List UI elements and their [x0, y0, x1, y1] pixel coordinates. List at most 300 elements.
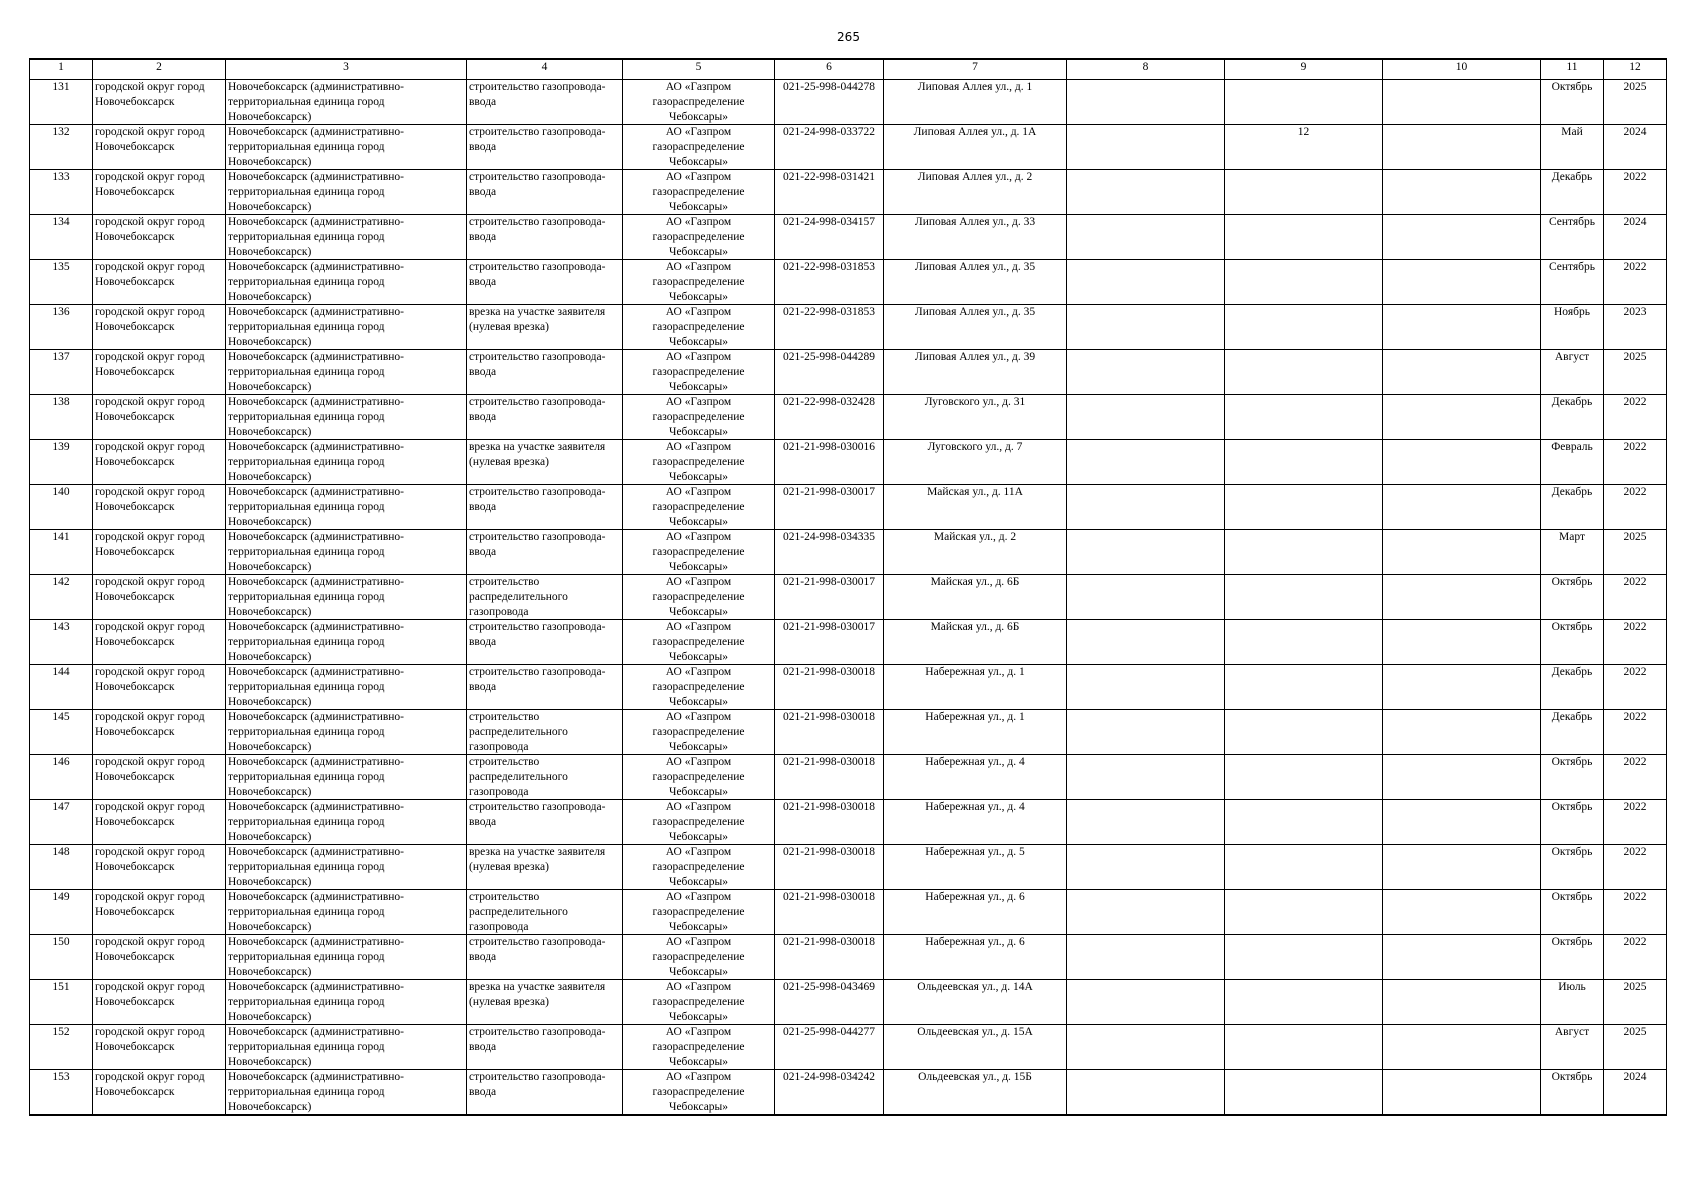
cell-address	[884, 125, 1067, 170]
cell-organization-text: АО «Газпром газораспределение Чебоксары»	[652, 756, 745, 798]
cell-month-text: Июль	[1558, 981, 1586, 993]
cell-month	[1541, 305, 1604, 350]
cell-work-type-text: строительство газопровода-ввода	[469, 216, 606, 243]
cell-organization	[623, 935, 775, 980]
cell-admin-unit	[226, 575, 467, 620]
cell-month-text: Октябрь	[1551, 936, 1593, 948]
cell-year-text: 2022	[1623, 621, 1647, 633]
cell-month-text: Октябрь	[1551, 576, 1593, 588]
cell-year	[1604, 665, 1667, 710]
cell-district-text: городской округ город Новочебоксарск	[95, 1071, 205, 1098]
table-row	[30, 755, 1667, 800]
cell-year	[1604, 845, 1667, 890]
cell-year-text: 2023	[1623, 306, 1647, 318]
cell-year	[1604, 890, 1667, 935]
cell-col-10	[1383, 215, 1541, 260]
cell-col-8	[1067, 620, 1225, 665]
cell-col-8	[1067, 80, 1225, 125]
cell-district-text: городской округ город Новочебоксарск	[95, 621, 205, 648]
cell-district-text: городской округ город Новочебоксарск	[95, 171, 205, 198]
cell-col-10	[1383, 530, 1541, 575]
cell-month	[1541, 80, 1604, 125]
cell-col-8	[1067, 980, 1225, 1025]
column-header: 1	[30, 59, 93, 80]
cell-col-10	[1383, 845, 1541, 890]
cell-year-text: 2024	[1623, 1071, 1647, 1083]
cell-district	[93, 665, 226, 710]
cell-admin-unit-text: Новочебоксарск (административно-территориальная единица город Новочебоксарск)	[228, 711, 405, 753]
cell-address	[884, 350, 1067, 395]
cell-row-number	[30, 350, 93, 395]
cell-admin-unit-text: Новочебоксарск (административно-территориальная единица город Новочебоксарск)	[228, 216, 405, 258]
cell-organization-text: АО «Газпром газораспределение Чебоксары»	[652, 261, 745, 303]
cell-row-number	[30, 395, 93, 440]
cell-district-text: городской округ город Новочебоксарск	[95, 666, 205, 693]
cell-address-text: Луговского ул., д. 31	[924, 396, 1026, 408]
cell-col-9	[1225, 575, 1383, 620]
cell-request-code-text: 021-25-998-044278	[783, 81, 875, 93]
cell-district-text: городской округ город Новочебоксарск	[95, 306, 205, 333]
cell-work-type	[467, 305, 623, 350]
cell-request-code-text: 021-22-998-031421	[783, 171, 875, 183]
cell-admin-unit	[226, 395, 467, 440]
cell-year-text: 2022	[1623, 396, 1647, 408]
cell-work-type	[467, 1025, 623, 1070]
cell-district	[93, 485, 226, 530]
cell-month	[1541, 170, 1604, 215]
cell-district	[93, 1070, 226, 1116]
cell-work-type	[467, 125, 623, 170]
cell-col-8	[1067, 485, 1225, 530]
cell-col-10	[1383, 665, 1541, 710]
cell-district-text: городской округ город Новочебоксарск	[95, 801, 205, 828]
cell-work-type	[467, 710, 623, 755]
cell-request-code	[775, 620, 884, 665]
cell-col-9	[1225, 890, 1383, 935]
cell-month	[1541, 845, 1604, 890]
cell-organization	[623, 350, 775, 395]
cell-address-text: Луговского ул., д. 7	[927, 441, 1023, 453]
cell-col-8	[1067, 530, 1225, 575]
cell-admin-unit-text: Новочебоксарск (административно-территориальная единица город Новочебоксарск)	[228, 981, 405, 1023]
table-row	[30, 845, 1667, 890]
cell-row-number-text: 137	[52, 351, 70, 363]
column-header: 6	[775, 59, 884, 80]
cell-admin-unit	[226, 440, 467, 485]
cell-admin-unit	[226, 710, 467, 755]
cell-address	[884, 710, 1067, 755]
cell-year	[1604, 980, 1667, 1025]
cell-year-text: 2024	[1623, 216, 1647, 228]
cell-district	[93, 1025, 226, 1070]
registry-body	[30, 80, 1667, 1116]
cell-row-number	[30, 80, 93, 125]
cell-request-code	[775, 395, 884, 440]
cell-row-number-text: 140	[52, 486, 70, 498]
cell-col-8	[1067, 710, 1225, 755]
cell-organization-text: АО «Газпром газораспределение Чебоксары»	[652, 171, 745, 213]
cell-month-text: Октябрь	[1551, 1071, 1593, 1083]
cell-admin-unit-text: Новочебоксарск (административно-территориальная единица город Новочебоксарск)	[228, 666, 405, 708]
cell-month	[1541, 1025, 1604, 1070]
cell-year	[1604, 440, 1667, 485]
cell-admin-unit	[226, 620, 467, 665]
table-row	[30, 260, 1667, 305]
cell-admin-unit	[226, 350, 467, 395]
cell-request-code	[775, 530, 884, 575]
cell-work-type-text: строительство газопровода-ввода	[469, 1071, 606, 1098]
cell-month-text: Октябрь	[1551, 846, 1593, 858]
cell-district-text: городской округ город Новочебоксарск	[95, 981, 205, 1008]
cell-row-number	[30, 305, 93, 350]
cell-month	[1541, 125, 1604, 170]
cell-year	[1604, 80, 1667, 125]
cell-row-number	[30, 485, 93, 530]
cell-request-code-text: 021-24-998-034335	[783, 531, 875, 543]
cell-row-number-text: 135	[52, 261, 70, 273]
cell-year-text: 2022	[1623, 711, 1647, 723]
table-row	[30, 665, 1667, 710]
cell-admin-unit	[226, 755, 467, 800]
cell-col-8	[1067, 1070, 1225, 1116]
cell-col-8	[1067, 665, 1225, 710]
cell-work-type	[467, 395, 623, 440]
cell-month	[1541, 665, 1604, 710]
cell-district	[93, 80, 226, 125]
cell-year-text: 2022	[1623, 441, 1647, 453]
cell-year-text: 2022	[1623, 936, 1647, 948]
cell-organization-text: АО «Газпром газораспределение Чебоксары»	[652, 711, 745, 753]
cell-organization	[623, 80, 775, 125]
cell-row-number	[30, 1070, 93, 1116]
cell-col-9	[1225, 395, 1383, 440]
cell-col-10	[1383, 440, 1541, 485]
cell-address-text: Липовая Аллея ул., д. 35	[914, 261, 1036, 273]
cell-col-10	[1383, 575, 1541, 620]
cell-district-text: городской округ город Новочебоксарск	[95, 351, 205, 378]
cell-admin-unit	[226, 980, 467, 1025]
cell-col-9	[1225, 305, 1383, 350]
cell-address	[884, 980, 1067, 1025]
cell-address-text: Набережная ул., д. 6	[925, 891, 1025, 903]
cell-admin-unit	[226, 845, 467, 890]
cell-admin-unit-text: Новочебоксарск (административно-территориальная единица город Новочебоксарск)	[228, 486, 405, 528]
cell-work-type	[467, 350, 623, 395]
cell-address-text: Майская ул., д. 2	[933, 531, 1017, 543]
column-header: 12	[1604, 59, 1667, 80]
cell-work-type-text: строительство газопровода-ввода	[469, 261, 606, 288]
cell-month-text: Сентябрь	[1548, 216, 1596, 228]
cell-address	[884, 1025, 1067, 1070]
cell-organization	[623, 215, 775, 260]
cell-col-10	[1383, 755, 1541, 800]
cell-month	[1541, 1070, 1604, 1116]
cell-work-type	[467, 665, 623, 710]
cell-organization-text: АО «Газпром газораспределение Чебоксары»	[652, 486, 745, 528]
cell-year-text: 2024	[1623, 126, 1647, 138]
cell-row-number-text: 143	[52, 621, 70, 633]
cell-year	[1604, 305, 1667, 350]
cell-admin-unit-text: Новочебоксарск (административно-территориальная единица город Новочебоксарск)	[228, 891, 405, 933]
cell-work-type-text: строительство распределительного газопровода	[469, 756, 568, 798]
cell-organization-text: АО «Газпром газораспределение Чебоксары»	[652, 1026, 745, 1068]
column-header: 10	[1383, 59, 1541, 80]
cell-organization-text: АО «Газпром газораспределение Чебоксары»	[652, 621, 745, 663]
cell-row-number-text: 146	[52, 756, 70, 768]
cell-request-code	[775, 260, 884, 305]
cell-col-8	[1067, 305, 1225, 350]
cell-district-text: городской округ город Новочебоксарск	[95, 576, 205, 603]
cell-col-9	[1225, 530, 1383, 575]
cell-address	[884, 485, 1067, 530]
cell-month	[1541, 890, 1604, 935]
cell-work-type-text: строительство газопровода-ввода	[469, 621, 606, 648]
cell-organization-text: АО «Газпром газораспределение Чебоксары»	[652, 1071, 745, 1113]
cell-row-number	[30, 890, 93, 935]
cell-address	[884, 575, 1067, 620]
cell-col-8	[1067, 935, 1225, 980]
cell-row-number-text: 136	[52, 306, 70, 318]
page-number: 265	[837, 30, 860, 44]
cell-row-number	[30, 665, 93, 710]
cell-request-code	[775, 80, 884, 125]
cell-admin-unit-text: Новочебоксарск (административно-территориальная единица город Новочебоксарск)	[228, 81, 405, 123]
cell-col-9	[1225, 710, 1383, 755]
cell-address-text: Набережная ул., д. 5	[925, 846, 1025, 858]
cell-work-type	[467, 170, 623, 215]
cell-address-text: Липовая Аллея ул., д. 2	[917, 171, 1033, 183]
cell-year-text: 2022	[1623, 171, 1647, 183]
cell-organization-text: АО «Газпром газораспределение Чебоксары»	[652, 441, 745, 483]
cell-organization	[623, 665, 775, 710]
cell-organization-text: АО «Газпром газораспределение Чебоксары»	[652, 351, 745, 393]
cell-district-text: городской округ город Новочебоксарск	[95, 486, 205, 513]
cell-year	[1604, 215, 1667, 260]
cell-work-type-text: строительство газопровода-ввода	[469, 936, 606, 963]
cell-row-number-text: 142	[52, 576, 70, 588]
cell-district	[93, 620, 226, 665]
cell-col-9-text: 12	[1297, 126, 1310, 138]
cell-admin-unit-text: Новочебоксарск (административно-территориальная единица город Новочебоксарск)	[228, 351, 405, 393]
cell-request-code	[775, 170, 884, 215]
cell-request-code	[775, 665, 884, 710]
cell-row-number-text: 150	[52, 936, 70, 948]
cell-organization	[623, 125, 775, 170]
cell-district	[93, 710, 226, 755]
table-row	[30, 935, 1667, 980]
cell-address	[884, 80, 1067, 125]
cell-work-type-text: строительство распределительного газопровода	[469, 891, 568, 933]
cell-row-number-text: 151	[52, 981, 70, 993]
cell-col-9	[1225, 125, 1383, 170]
cell-work-type-text: строительство газопровода-ввода	[469, 396, 606, 423]
cell-year-text: 2025	[1623, 981, 1647, 993]
cell-year-text: 2025	[1623, 1026, 1647, 1038]
header-row	[30, 59, 1667, 80]
cell-request-code	[775, 305, 884, 350]
cell-col-9	[1225, 350, 1383, 395]
cell-request-code	[775, 710, 884, 755]
cell-organization	[623, 1025, 775, 1070]
cell-organization-text: АО «Газпром газораспределение Чебоксары»	[652, 936, 745, 978]
cell-request-code-text: 021-21-998-030016	[783, 441, 875, 453]
cell-request-code-text: 021-21-998-030018	[783, 666, 875, 678]
cell-organization-text: АО «Газпром газораспределение Чебоксары»	[652, 306, 745, 348]
cell-address	[884, 755, 1067, 800]
cell-month	[1541, 215, 1604, 260]
cell-district	[93, 800, 226, 845]
cell-address-text: Майская ул., д. 11А	[927, 486, 1023, 498]
cell-district	[93, 260, 226, 305]
column-header: 11	[1541, 59, 1604, 80]
cell-col-9	[1225, 215, 1383, 260]
cell-month-text: Октябрь	[1551, 81, 1593, 93]
cell-work-type	[467, 890, 623, 935]
cell-month-text: Декабрь	[1551, 711, 1593, 723]
cell-organization	[623, 260, 775, 305]
cell-request-code-text: 021-22-998-031853	[783, 261, 875, 273]
cell-request-code-text: 021-21-998-030017	[783, 621, 875, 633]
cell-organization-text: АО «Газпром газораспределение Чебоксары»	[652, 531, 745, 573]
cell-district	[93, 935, 226, 980]
table-row	[30, 620, 1667, 665]
cell-request-code	[775, 575, 884, 620]
cell-district-text: городской округ город Новочебоксарск	[95, 1026, 205, 1053]
cell-district	[93, 395, 226, 440]
cell-year-text: 2022	[1623, 756, 1647, 768]
cell-month	[1541, 755, 1604, 800]
cell-district	[93, 755, 226, 800]
cell-col-9	[1225, 935, 1383, 980]
cell-year	[1604, 575, 1667, 620]
cell-request-code-text: 021-24-998-034242	[783, 1071, 875, 1083]
cell-address	[884, 800, 1067, 845]
cell-request-code-text: 021-22-998-031853	[783, 306, 875, 318]
cell-organization-text: АО «Газпром газораспределение Чебоксары»	[652, 216, 745, 258]
cell-col-10	[1383, 935, 1541, 980]
cell-year	[1604, 710, 1667, 755]
cell-organization-text: АО «Газпром газораспределение Чебоксары»	[652, 891, 745, 933]
table-row	[30, 305, 1667, 350]
cell-admin-unit-text: Новочебоксарск (административно-территориальная единица город Новочебоксарск)	[228, 261, 405, 303]
cell-year	[1604, 1070, 1667, 1116]
cell-row-number-text: 132	[52, 126, 70, 138]
cell-work-type-text: врезка на участке заявителя (нулевая врезка)	[469, 306, 606, 333]
cell-work-type-text: строительство газопровода-ввода	[469, 126, 606, 153]
cell-admin-unit	[226, 530, 467, 575]
cell-work-type	[467, 215, 623, 260]
cell-district	[93, 890, 226, 935]
cell-month	[1541, 260, 1604, 305]
cell-organization	[623, 890, 775, 935]
cell-admin-unit	[226, 305, 467, 350]
cell-request-code	[775, 935, 884, 980]
cell-request-code	[775, 440, 884, 485]
cell-col-10	[1383, 260, 1541, 305]
column-header: 7	[884, 59, 1067, 80]
cell-work-type-text: строительство газопровода-ввода	[469, 531, 606, 558]
cell-work-type	[467, 1070, 623, 1116]
cell-request-code	[775, 845, 884, 890]
cell-month-text: Август	[1554, 1026, 1590, 1038]
table-row	[30, 485, 1667, 530]
cell-request-code-text: 021-24-998-033722	[783, 126, 875, 138]
cell-year-text: 2022	[1623, 576, 1647, 588]
cell-work-type	[467, 935, 623, 980]
cell-work-type-text: врезка на участке заявителя (нулевая врезка)	[469, 846, 606, 873]
cell-month-text: Октябрь	[1551, 891, 1593, 903]
cell-row-number-text: 144	[52, 666, 70, 678]
table-row	[30, 125, 1667, 170]
cell-month-text: Май	[1561, 126, 1583, 138]
cell-request-code	[775, 1025, 884, 1070]
registry-table	[29, 58, 1667, 1116]
cell-admin-unit	[226, 260, 467, 305]
cell-row-number	[30, 755, 93, 800]
column-header: 2	[93, 59, 226, 80]
cell-district-text: городской округ город Новочебоксарск	[95, 81, 205, 108]
cell-year-text: 2022	[1623, 261, 1647, 273]
cell-organization	[623, 1070, 775, 1116]
cell-work-type	[467, 755, 623, 800]
cell-month-text: Март	[1559, 531, 1585, 543]
cell-year-text: 2022	[1623, 801, 1647, 813]
cell-organization	[623, 710, 775, 755]
cell-col-8	[1067, 440, 1225, 485]
cell-col-9	[1225, 620, 1383, 665]
table-row	[30, 1070, 1667, 1116]
cell-organization	[623, 305, 775, 350]
cell-row-number-text: 138	[52, 396, 70, 408]
cell-year	[1604, 485, 1667, 530]
cell-col-8	[1067, 890, 1225, 935]
cell-district-text: городской округ город Новочебоксарск	[95, 531, 205, 558]
cell-district	[93, 575, 226, 620]
cell-district-text: городской округ город Новочебоксарск	[95, 711, 205, 738]
cell-admin-unit-text: Новочебоксарск (административно-территориальная единица город Новочебоксарск)	[228, 441, 405, 483]
cell-month	[1541, 800, 1604, 845]
cell-month	[1541, 350, 1604, 395]
cell-address	[884, 935, 1067, 980]
cell-admin-unit	[226, 485, 467, 530]
cell-work-type	[467, 980, 623, 1025]
column-header: 5	[623, 59, 775, 80]
cell-col-9	[1225, 170, 1383, 215]
column-header: 9	[1225, 59, 1383, 80]
cell-organization-text: АО «Газпром газораспределение Чебоксары»	[652, 801, 745, 843]
cell-admin-unit-text: Новочебоксарск (административно-территориальная единица город Новочебоксарск)	[228, 171, 405, 213]
cell-col-8	[1067, 575, 1225, 620]
cell-district-text: городской округ город Новочебоксарск	[95, 396, 205, 423]
cell-year-text: 2022	[1623, 846, 1647, 858]
cell-organization	[623, 755, 775, 800]
cell-work-type	[467, 800, 623, 845]
cell-month-text: Август	[1554, 351, 1590, 363]
cell-request-code	[775, 485, 884, 530]
cell-month	[1541, 575, 1604, 620]
cell-admin-unit	[226, 170, 467, 215]
cell-month	[1541, 710, 1604, 755]
cell-district-text: городской округ город Новочебоксарск	[95, 441, 205, 468]
cell-address	[884, 530, 1067, 575]
cell-district	[93, 170, 226, 215]
cell-year	[1604, 1025, 1667, 1070]
cell-request-code-text: 021-25-998-043469	[783, 981, 875, 993]
cell-address	[884, 665, 1067, 710]
cell-address-text: Липовая Аллея ул., д. 1	[917, 81, 1033, 93]
cell-district-text: городской округ город Новочебоксарск	[95, 891, 205, 918]
cell-col-8	[1067, 1025, 1225, 1070]
